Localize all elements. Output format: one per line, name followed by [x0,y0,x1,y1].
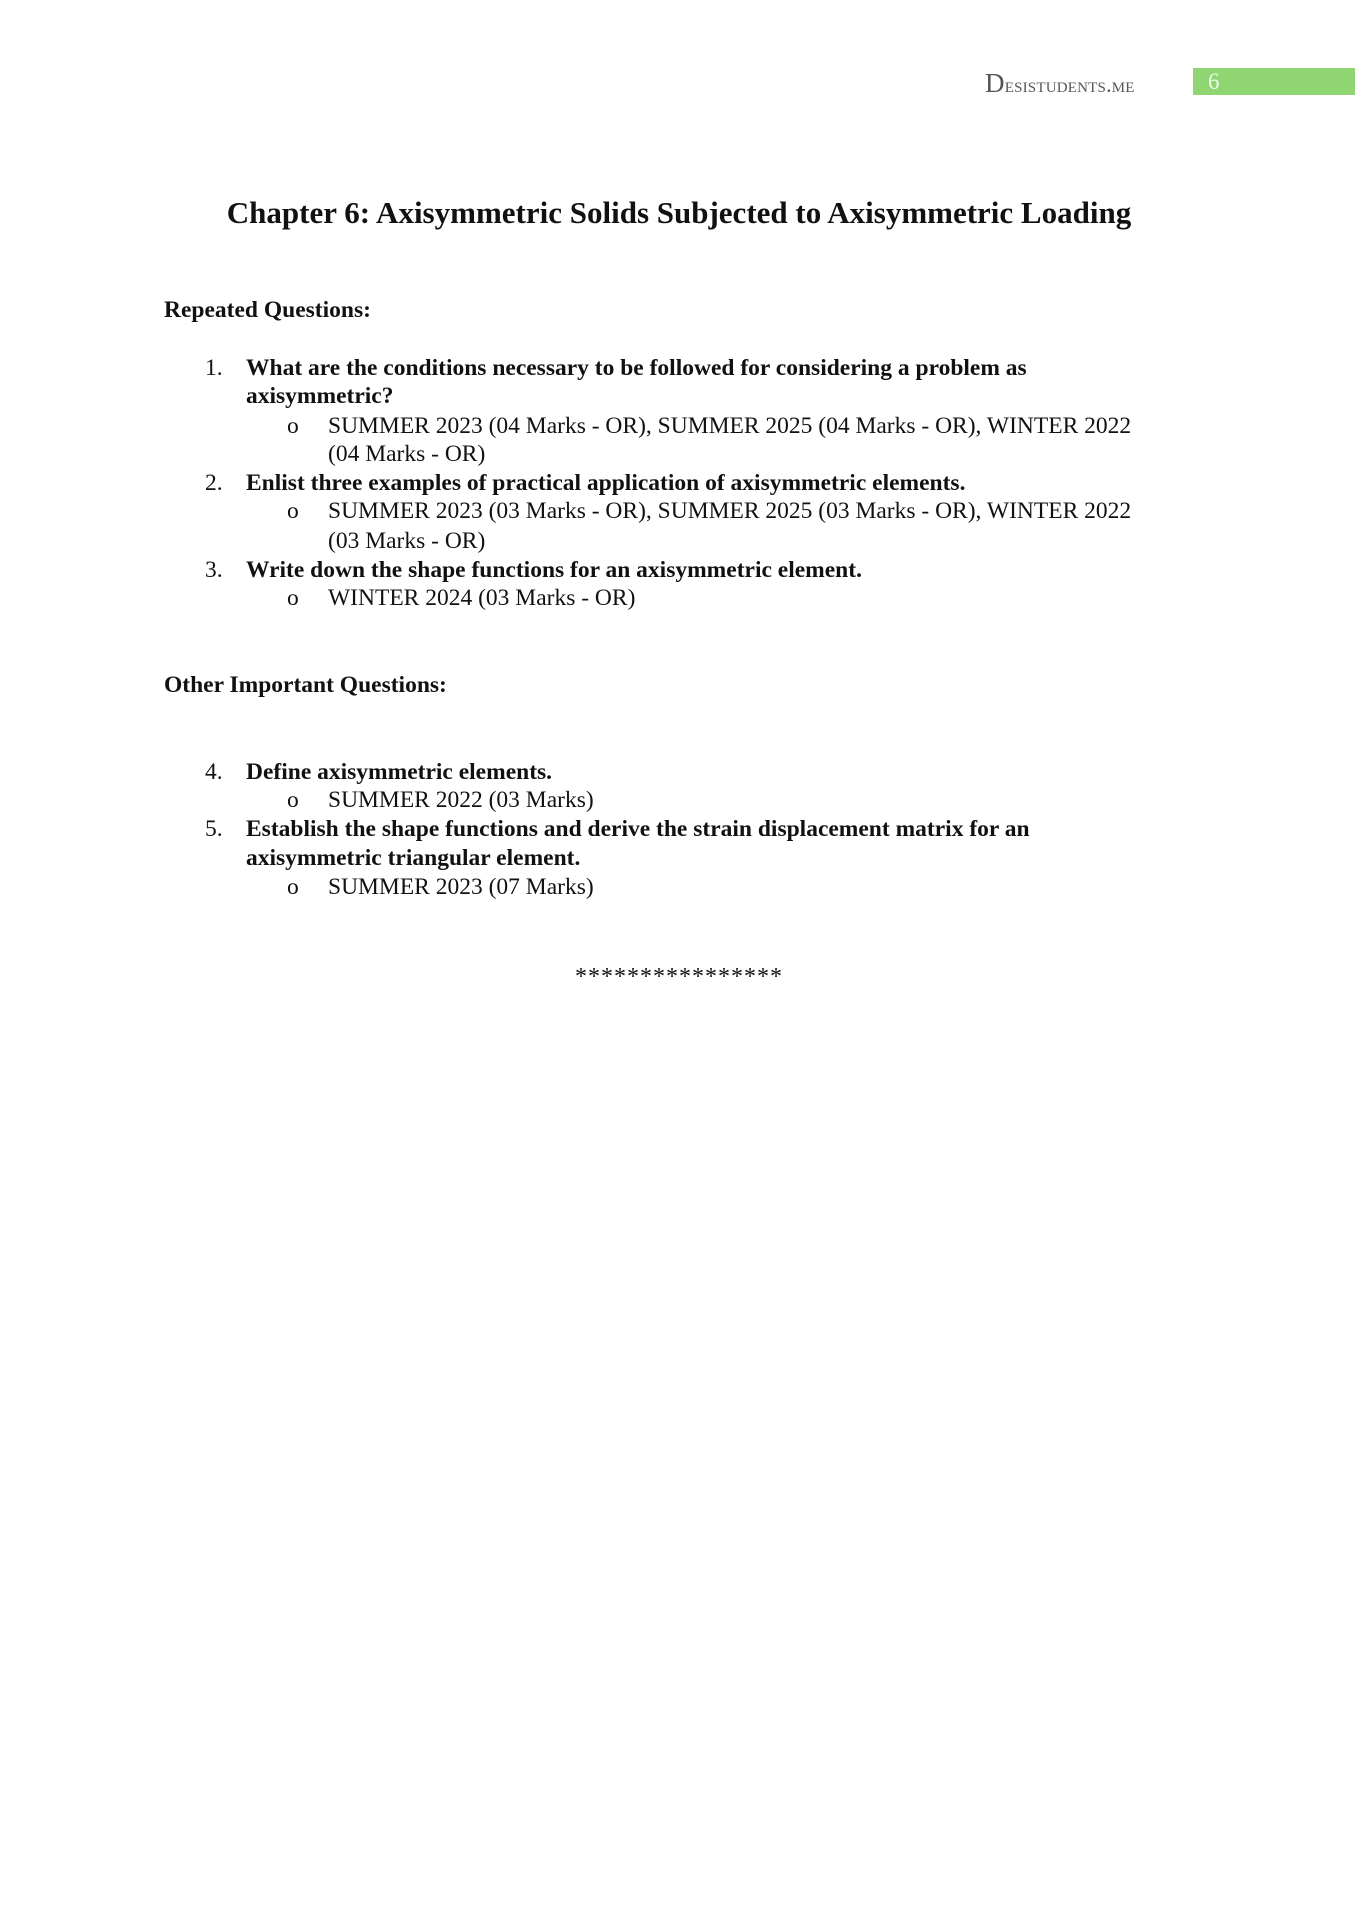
separator: **************** [575,964,783,990]
exam-reference: (04 Marks - OR) [328,441,486,467]
brand-rest: esistudents.me [1004,72,1135,97]
exam-reference: WINTER 2024 (03 Marks - OR) [328,585,636,611]
question-text: Write down the shape functions for an axisymmetric element. [246,557,862,583]
page-number: 6 [1193,68,1355,95]
question-text: axisymmetric triangular element. [246,845,581,871]
question-number: 5. [205,816,223,842]
chapter-title: Chapter 6: Axisymmetric Solids Subjected to Axisymmetric Loading [226,195,1132,230]
question-text: What are the conditions necessary to be followed for considering a problem as [246,355,1027,381]
question-text: Define axisymmetric elements. [246,759,553,785]
bullet-icon: o [287,498,299,524]
exam-reference: SUMMER 2023 (07 Marks) [328,874,594,900]
bullet-icon: o [287,874,299,900]
section-heading-repeated: Repeated Questions: [164,297,371,323]
question-text: axisymmetric? [246,383,394,409]
question-number: 3. [205,557,223,583]
exam-reference: SUMMER 2023 (04 Marks - OR), SUMMER 2025 (04 Marks - OR), WINTER 2022 [328,413,1132,439]
exam-reference: (03 Marks - OR) [328,528,486,554]
question-text: Enlist three examples of practical application of axisymmetric elements. [246,470,966,496]
bullet-icon: o [287,787,299,813]
question-text: Establish the shape functions and derive the strain displacement matrix for an [246,816,1030,842]
section-heading-other: Other Important Questions: [164,672,447,698]
bullet-icon: o [287,585,299,611]
exam-reference: SUMMER 2023 (03 Marks - OR), SUMMER 2025 (03 Marks - OR), WINTER 2022 [328,498,1132,524]
bullet-icon: o [287,413,299,439]
exam-reference: SUMMER 2022 (03 Marks) [328,787,594,813]
question-number: 1. [205,355,223,381]
site-brand [985,68,1135,100]
question-number: 2. [205,470,223,496]
question-number: 4. [205,759,223,785]
brand-initial: D [985,68,1005,98]
